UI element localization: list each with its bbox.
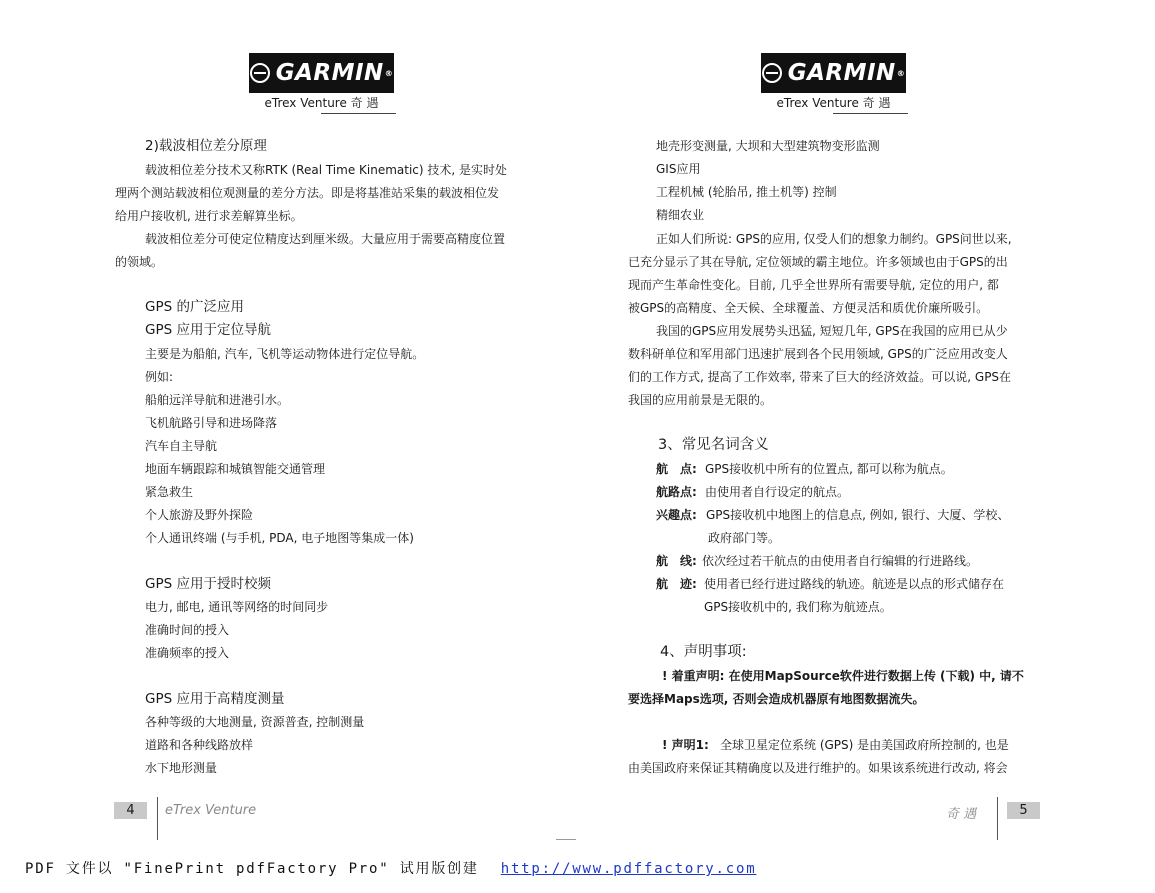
list-item: 地壳形变测量, 大坝和大型建筑物变形监测 [656,139,880,153]
footer-divider [997,797,998,840]
list-item: 紧急救生 [145,485,194,499]
paragraph-line: 现而产生革命性变化。目前, 几乎全世界所有需要导航, 定位的用户, 都 [628,278,999,292]
left-page [0,0,577,893]
notice-line: ! 着重声明: 在使用MapSource软件进行数据上传 (下载) 中, 请不 [662,669,1024,683]
logo-subtitle: eTrex Venture 奇 遇 [761,93,906,113]
garmin-logo [761,53,906,113]
list-item: 例如: [145,370,174,384]
list-item: 地面车辆跟踪和城镇智能交通管理 [145,462,326,476]
list-item: 各种等级的大地测量, 资源普查, 控制测量 [145,715,365,729]
paragraph-line: 我国的应用前景是无限的。 [628,393,773,407]
right-page [578,0,1155,893]
notice-line: 由美国政府来保证其精确度以及进行维护的。如果该系统进行改动, 将会 [628,761,1008,775]
logo-subtitle: eTrex Venture 奇 遇 [249,93,394,113]
list-item: 准确频率的授入 [145,646,230,660]
list-item: 船舶远洋导航和进港引水。 [145,393,290,407]
paragraph-line: 我国的GPS应用发展势头迅猛, 短短几年, GPS在我国的应用已从少 [656,324,1008,338]
list-item: 电力, 邮电, 通讯等网络的时间同步 [145,600,329,614]
term-definition: GPS接收机中地图上的信息点, 例如, 银行、大厦、学校、 [706,508,1010,522]
paragraph-line: 正如人们所说: GPS的应用, 仅受人们的想象力制约。GPS问世以来, [656,232,1012,246]
paragraph-line: 理两个测站载波相位观测量的差分方法。即是将基准站采集的载波相位发 [115,186,500,200]
paragraph-line: 被GPS的高精度、全天候、全球覆盖、方便灵活和质优价廉所吸引。 [628,301,989,315]
section-heading: GPS 的广泛应用 [145,299,244,315]
list-item: 道路和各种线路放样 [145,738,254,752]
footer-title: 奇 遇 [946,807,977,822]
term-label: 兴趣点: [656,508,697,522]
garmin-logo [249,53,394,113]
paragraph-line: 载波相位差分技术又称RTK (Real Time Kinematic) 技术, 是实时处 [145,163,508,177]
pdf-creator-note [25,858,756,878]
term-definition: GPS接收机中的, 我们称为航迹点。 [704,600,892,614]
section-heading: 2)载波相位差分原理 [145,138,267,154]
list-item: 水下地形测量 [145,761,218,775]
term-definition: 依次经过若干航点的由使用者自行编辑的行进路线。 [702,554,979,568]
sub-heading: GPS 应用于定位导航 [145,322,271,338]
list-item: 准确时间的授入 [145,623,230,637]
term-definition: GPS接收机中所有的位置点, 都可以称为航点。 [705,462,953,476]
section-heading: 3、常见名词含义 [658,437,769,453]
section-heading: 4、声明事项: [660,644,747,660]
pdffactory-link[interactable]: http://www.pdffactory.com [500,861,757,877]
sub-heading: GPS 应用于高精度测量 [145,691,285,707]
list-item: GIS应用 [656,162,701,176]
term-label: 航路点: [656,485,697,499]
paragraph-line: 数科研单位和军用部门迅速扩展到各个民用领域, GPS的广泛应用改变人 [628,347,1008,361]
logo-brand: GARMIN [275,60,384,86]
page-number: 5 [1007,802,1040,819]
creator-note-text: PDF 文件以 "FinePrint pdfFactory Pro" 试用版创建 [25,861,479,877]
term-label: 航 迹: [656,577,697,591]
term-label: 航 点: [656,462,697,476]
paragraph-line: 们的工作方式, 提高了工作效率, 带来了巨大的经济效益。可以说, GPS在 [628,370,1012,384]
list-item: 汽车自主导航 [145,439,218,453]
list-item: 飞机航路引导和进场降落 [145,416,278,430]
list-item: 主要是为船舶, 汽车, 飞机等运动物体进行定位导航。 [145,347,425,361]
list-item: 精细农业 [656,208,705,222]
paragraph-line: 给用户接收机, 进行求差解算坐标。 [115,209,303,223]
footer-title: eTrex Venture [165,803,257,818]
sub-heading: GPS 应用于授时校频 [145,576,271,592]
term-definition: 政府部门等。 [708,531,781,545]
term-label: 航 线: [656,554,697,568]
paragraph-line: 载波相位差分可使定位精度达到厘米级。大量应用于需要高精度位置 [145,232,506,246]
term-definition: 由使用者自行设定的航点。 [705,485,850,499]
list-item: 工程机械 (轮胎吊, 推土机等) 控制 [656,185,837,199]
term-definition: 使用者已经行进过路线的轨迹。航迹是以点的形式储存在 [704,577,1005,591]
logo-brand: GARMIN [787,60,896,86]
globe-icon [250,63,270,83]
list-item: 个人旅游及野外探险 [145,508,254,522]
globe-icon [762,63,782,83]
list-item: 个人通讯终端 (与手机, PDA, 电子地图等集成一体) [145,531,414,545]
garmin-logo-box: GARMIN ® [249,53,394,93]
paragraph-line: 已充分显示了其在导航, 定位领域的霸主地位。许多领域也由于GPS的出 [628,255,1008,269]
notice-label: ! 声明1: [662,738,709,752]
page-number: 4 [114,802,147,819]
center-divider [556,839,576,840]
paragraph-line: 的领域。 [115,255,164,269]
notice-line: 全球卫星定位系统 (GPS) 是由美国政府所控制的, 也是 [720,738,1009,752]
notice-line: 要选择Maps选项, 否则会造成机器原有地图数据流失。 [628,692,925,706]
garmin-logo-box: GARMIN ® [761,53,906,93]
footer-divider [157,797,158,840]
